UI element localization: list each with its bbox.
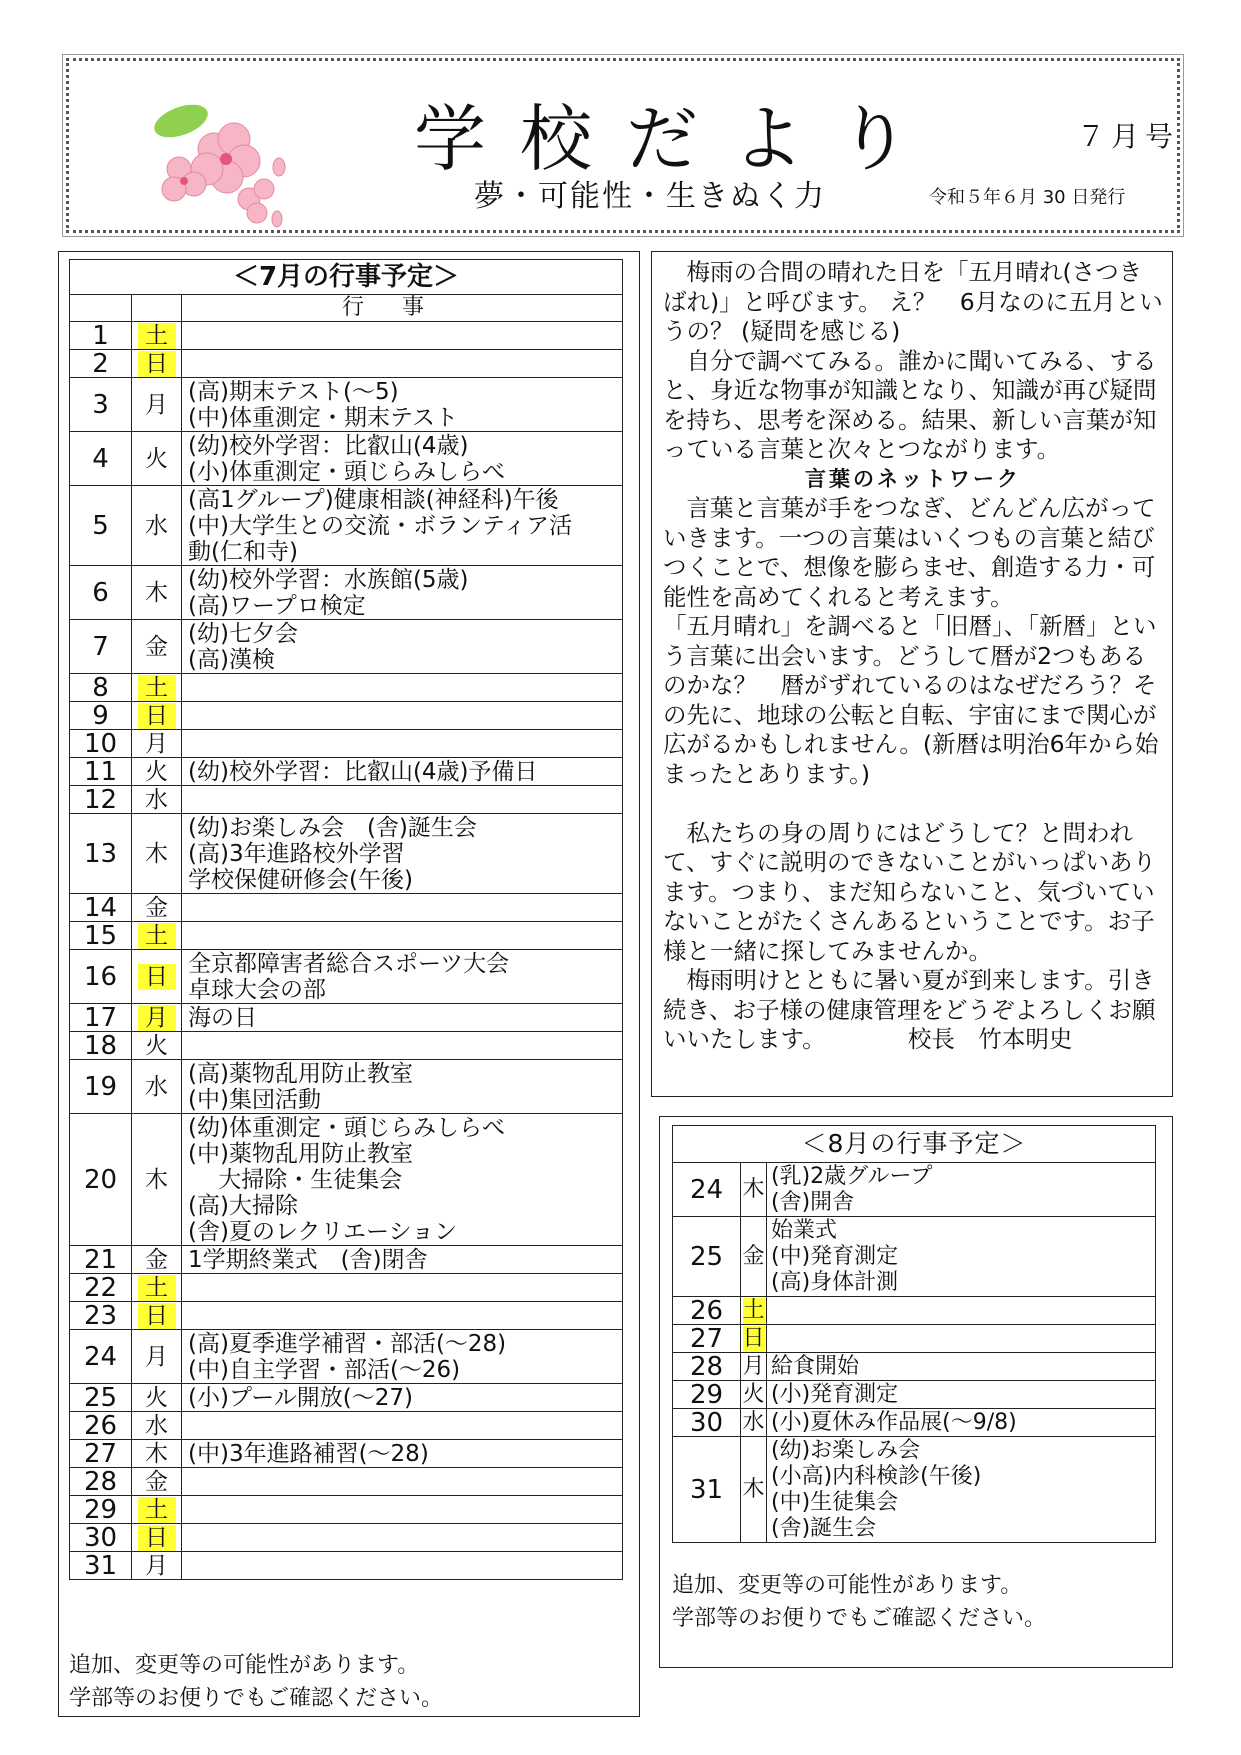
event-text: (幼)お楽しみ会 (小高)内科検診(午後) (中)生徒集会 (舎)誕生会 [767,1437,1156,1543]
day-number: 27 [70,1440,132,1468]
day-number: 30 [673,1409,741,1437]
cherry-blossom-icon [139,89,289,229]
event-text: 始業式 (中)発育測定 (高)身体計測 [767,1217,1156,1297]
weekday-label: 木 [742,1176,765,1202]
weekday [132,1274,182,1302]
weekday-label: 火 [742,1381,765,1407]
event-text: (中)3年進路補習(～28) [182,1440,623,1468]
day-number: 30 [70,1524,132,1552]
day-number: 1 [70,322,132,350]
weekday-label: 金 [145,1246,168,1273]
school-motto: 夢・可能性・生きぬく力 [474,179,826,214]
weekday-label: 日 [138,964,176,990]
day-number: 2 [70,350,132,378]
event-text [182,1524,623,1552]
event-text [182,674,623,702]
day-number: 26 [673,1297,741,1325]
weekday [132,1496,182,1524]
schedule-row [70,1330,623,1384]
weekday [132,1302,182,1330]
weekday-label: 火 [145,1384,168,1411]
weekday [132,1524,182,1552]
day-number: 28 [70,1468,132,1496]
weekday-label: 月 [138,1005,176,1031]
weekday [132,620,182,674]
schedule-row [673,1297,1156,1325]
essay-paragraph-1: 梅雨の合間の晴れた日を「五月晴れ(さつきばれ)」と呼びます。 え？ 6月なのに五月というの？ (疑問を感じる) 自分で調べてみる。誰かに聞いてみる、すると、身近な物事が知識となり、知識が再び疑問を持ち、思考を深める。結果、新しい言葉が知っている言葉と次々とつながります。 [663,258,1163,463]
day-number: 4 [70,432,132,486]
schedule-row [673,1217,1156,1297]
event-text: (幼)校外学習：水族館(5歳) (高)ワープロ検定 [182,566,623,620]
weekday [132,814,182,894]
weekday [132,1552,182,1580]
day-number: 25 [673,1217,741,1297]
event-text [182,702,623,730]
event-text: (幼)七夕会 (高)漢検 [182,620,623,674]
schedule-row [70,1060,623,1114]
schedule-row [70,674,623,702]
event-text [182,1496,623,1524]
event-text [182,1302,623,1330]
weekday [132,1412,182,1440]
weekday-label: 月 [742,1353,765,1379]
day-number: 28 [673,1353,741,1381]
event-text [182,786,623,814]
weekday [132,1246,182,1274]
event-text: (小)発育測定 [767,1381,1156,1409]
event-text [182,1468,623,1496]
weekday-label: 水 [145,512,168,539]
day-number: 10 [70,730,132,758]
weekday [741,1297,767,1325]
weekday [741,1381,767,1409]
day-number: 24 [70,1330,132,1384]
july-schedule-table [69,259,623,1580]
day-number: 20 [70,1114,132,1246]
weekday [132,486,182,566]
august-caption: ＜8月の行事予定＞ [673,1126,1156,1163]
event-text [182,1412,623,1440]
weekday [132,786,182,814]
event-text [182,894,623,922]
schedule-row [70,620,623,674]
day-number: 31 [673,1437,741,1543]
day-number: 11 [70,758,132,786]
event-text [182,730,623,758]
weekday [132,950,182,1004]
weekday [132,1060,182,1114]
weekday-label: 土 [138,675,176,701]
weekday [132,1468,182,1496]
day-number: 8 [70,674,132,702]
weekday-label: 金 [145,633,168,660]
weekday-label: 火 [145,1032,168,1059]
weekday [132,350,182,378]
newsletter-header [66,58,1180,233]
weekday [132,1440,182,1468]
schedule-row [70,1004,623,1032]
day-number: 19 [70,1060,132,1114]
weekday [132,432,182,486]
event-text: (小)プール開放(～27) [182,1384,623,1412]
weekday [132,922,182,950]
weekday-label: 水 [145,1073,168,1100]
day-number: 25 [70,1384,132,1412]
weekday [132,1114,182,1246]
event-text [182,1032,623,1060]
day-number: 7 [70,620,132,674]
weekday [741,1217,767,1297]
weekday-label: 土 [138,1497,176,1523]
weekday [741,1353,767,1381]
event-text [182,1552,623,1580]
event-text [182,1274,623,1302]
july-note: 追加、変更等の可能性があります。 学部等のお便りでもご確認ください。 [69,1653,444,1711]
weekday [132,1330,182,1384]
weekday [132,566,182,620]
schedule-row [70,702,623,730]
day-number: 13 [70,814,132,894]
event-text [182,922,623,950]
schedule-row [70,1524,623,1552]
weekday [132,378,182,432]
weekday-label: 月 [145,730,168,757]
principal-message-box [651,251,1173,1097]
event-text [182,350,623,378]
weekday-label: 土 [138,1275,176,1301]
schedule-row [70,1412,623,1440]
weekday-label: 金 [145,894,168,921]
weekday-label: 水 [145,786,168,813]
event-text [767,1297,1156,1325]
weekday-label: 月 [145,1343,168,1370]
weekday-label: 水 [742,1409,765,1435]
day-number: 22 [70,1274,132,1302]
schedule-row [673,1437,1156,1543]
weekday [741,1325,767,1353]
weekday [132,1384,182,1412]
day-number: 26 [70,1412,132,1440]
schedule-row [70,1552,623,1580]
event-text: 給食開始 [767,1353,1156,1381]
weekday-label: 月 [145,391,168,418]
event-text: (幼)体重測定・頭じらみしらべ (中)薬物乱用防止教室 大掃除・生徒集会 (高)大掃除 (舎)夏のレクリエーション [182,1114,623,1246]
august-schedule-box [659,1116,1173,1668]
day-number: 15 [70,922,132,950]
event-text: (幼)お楽しみ会 (舎)誕生会 (高)3年進路校外学習 学校保健研修会(午後) [182,814,623,894]
weekday-label: 火 [145,445,168,472]
schedule-row [70,322,623,350]
schedule-row [673,1353,1156,1381]
weekday-label: 月 [145,1552,168,1579]
principal-message [663,258,1163,1055]
schedule-row [70,1246,623,1274]
event-text: (幼)校外学習：比叡山(4歳) (小)体重測定・頭じらみしらべ [182,432,623,486]
schedule-row [70,1032,623,1060]
weekday-label: 日 [138,1525,176,1551]
day-number: 6 [70,566,132,620]
issue-number: ７月号 [1077,120,1180,153]
event-text: (高1グループ)健康相談(神経科)午後 (中)大学生との交流・ボランティア活 動(仁和寺) [182,486,623,566]
weekday [132,758,182,786]
event-text: 全京都障害者総合スポーツ大会 卓球大会の部 [182,950,623,1004]
events-column-header: 行事 [182,295,623,322]
event-text: 1学期終業式 (舎)閉舎 [182,1246,623,1274]
schedule-row [673,1325,1156,1353]
event-text: (乳)2歳グループ (舎)開舎 [767,1163,1156,1217]
day-number: 24 [673,1163,741,1217]
event-text [182,322,623,350]
schedule-row [70,350,623,378]
essay-paragraph-2: 言葉と言葉が手をつなぎ、どんどん広がっていきます。一つの言葉はいくつもの言葉と結びつくことで、想像を膨らませ、創造する力・可能性を高めてくれると考えます。 「五月晴れ」を調べると「旧暦」、「新暦」という言葉に出会います。どうして暦が2つもあるのかな？ 暦がずれているのはなぜだろう？その先に、地球の公転と自転、宇宙にまで関心が広がるかもしれません。(新暦は明治6年から始まったとあります。) 私たちの身の周りにはどうして？と問われて、すぐに説明のできないことがいっぱいあります。つまり、まだ知らないこと、気づいていないことがたくさんあるということです。お子様と一緒に探してみませんか。 梅雨明けとともに暑い夏が到来します。引き続き、お子様の健康管理をどうぞよろしくお願いいたします。 校長 竹本明史 [663,494,1159,1053]
schedule-row [673,1381,1156,1409]
schedule-row [70,566,623,620]
weekday-label: 木 [145,579,168,606]
schedule-row [70,1468,623,1496]
day-number: 16 [70,950,132,1004]
schedule-row [70,1114,623,1246]
weekday [132,1004,182,1032]
schedule-row [70,894,623,922]
weekday-label: 日 [742,1325,765,1351]
august-note: 追加、変更等の可能性があります。 学部等のお便りでもご確認ください。 [672,1573,1047,1631]
weekday [132,894,182,922]
day-number: 3 [70,378,132,432]
day-number: 29 [673,1381,741,1409]
schedule-row [70,922,623,950]
schedule-row [70,950,623,1004]
issue-date: 令和５年６月 30 日発行 [929,187,1126,208]
event-text: 海の日 [182,1004,623,1032]
day-number: 23 [70,1302,132,1330]
schedule-row [70,432,623,486]
weekday-label: 水 [145,1412,168,1439]
page-title: 学校だより [414,97,945,181]
weekday-label: 土 [138,923,176,949]
event-text [767,1325,1156,1353]
schedule-row [673,1163,1156,1217]
august-schedule-table [672,1125,1156,1543]
weekday [132,674,182,702]
day-number: 29 [70,1496,132,1524]
schedule-row [70,1496,623,1524]
weekday [132,1032,182,1060]
day-number: 17 [70,1004,132,1032]
day-number: 12 [70,786,132,814]
event-text: (幼)校外学習：比叡山(4歳)予備日 [182,758,623,786]
weekday-label: 木 [145,840,168,867]
schedule-row [70,814,623,894]
day-number: 27 [673,1325,741,1353]
weekday-label: 木 [145,1440,168,1467]
weekday-label: 金 [742,1243,765,1269]
schedule-row [673,1409,1156,1437]
schedule-row [70,1302,623,1330]
schedule-row [70,786,623,814]
event-text: (高)期末テスト(～5) (中)体重測定・期末テスト [182,378,623,432]
day-number: 31 [70,1552,132,1580]
day-number: 5 [70,486,132,566]
day-number: 21 [70,1246,132,1274]
weekday-label: 日 [138,1303,176,1329]
schedule-row [70,730,623,758]
weekday-label: 金 [145,1468,168,1495]
event-text: (高)薬物乱用防止教室 (中)集団活動 [182,1060,623,1114]
schedule-row [70,1274,623,1302]
weekday-label: 土 [742,1297,765,1323]
weekday [132,702,182,730]
schedule-row [70,486,623,566]
day-number: 14 [70,894,132,922]
weekday [741,1437,767,1543]
weekday-label: 木 [742,1476,765,1502]
july-caption: ＜7月の行事予定＞ [70,260,623,295]
weekday [741,1163,767,1217]
schedule-row [70,1440,623,1468]
weekday-label: 火 [145,758,168,785]
weekday [132,730,182,758]
schedule-row [70,758,623,786]
essay-heading: 言葉のネットワーク [805,466,1021,491]
event-text: (高)夏季進学補習・部活(～28) (中)自主学習・部活(～26) [182,1330,623,1384]
weekday-label: 日 [138,351,176,377]
weekday-label: 木 [145,1166,168,1193]
event-text: (小)夏休み作品展(～9/8) [767,1409,1156,1437]
weekday-label: 日 [138,703,176,729]
july-schedule-box [58,251,640,1717]
weekday-label: 土 [138,323,176,349]
schedule-row [70,1384,623,1412]
schedule-row [70,378,623,432]
day-number: 9 [70,702,132,730]
weekday [132,322,182,350]
day-number: 18 [70,1032,132,1060]
weekday [741,1409,767,1437]
